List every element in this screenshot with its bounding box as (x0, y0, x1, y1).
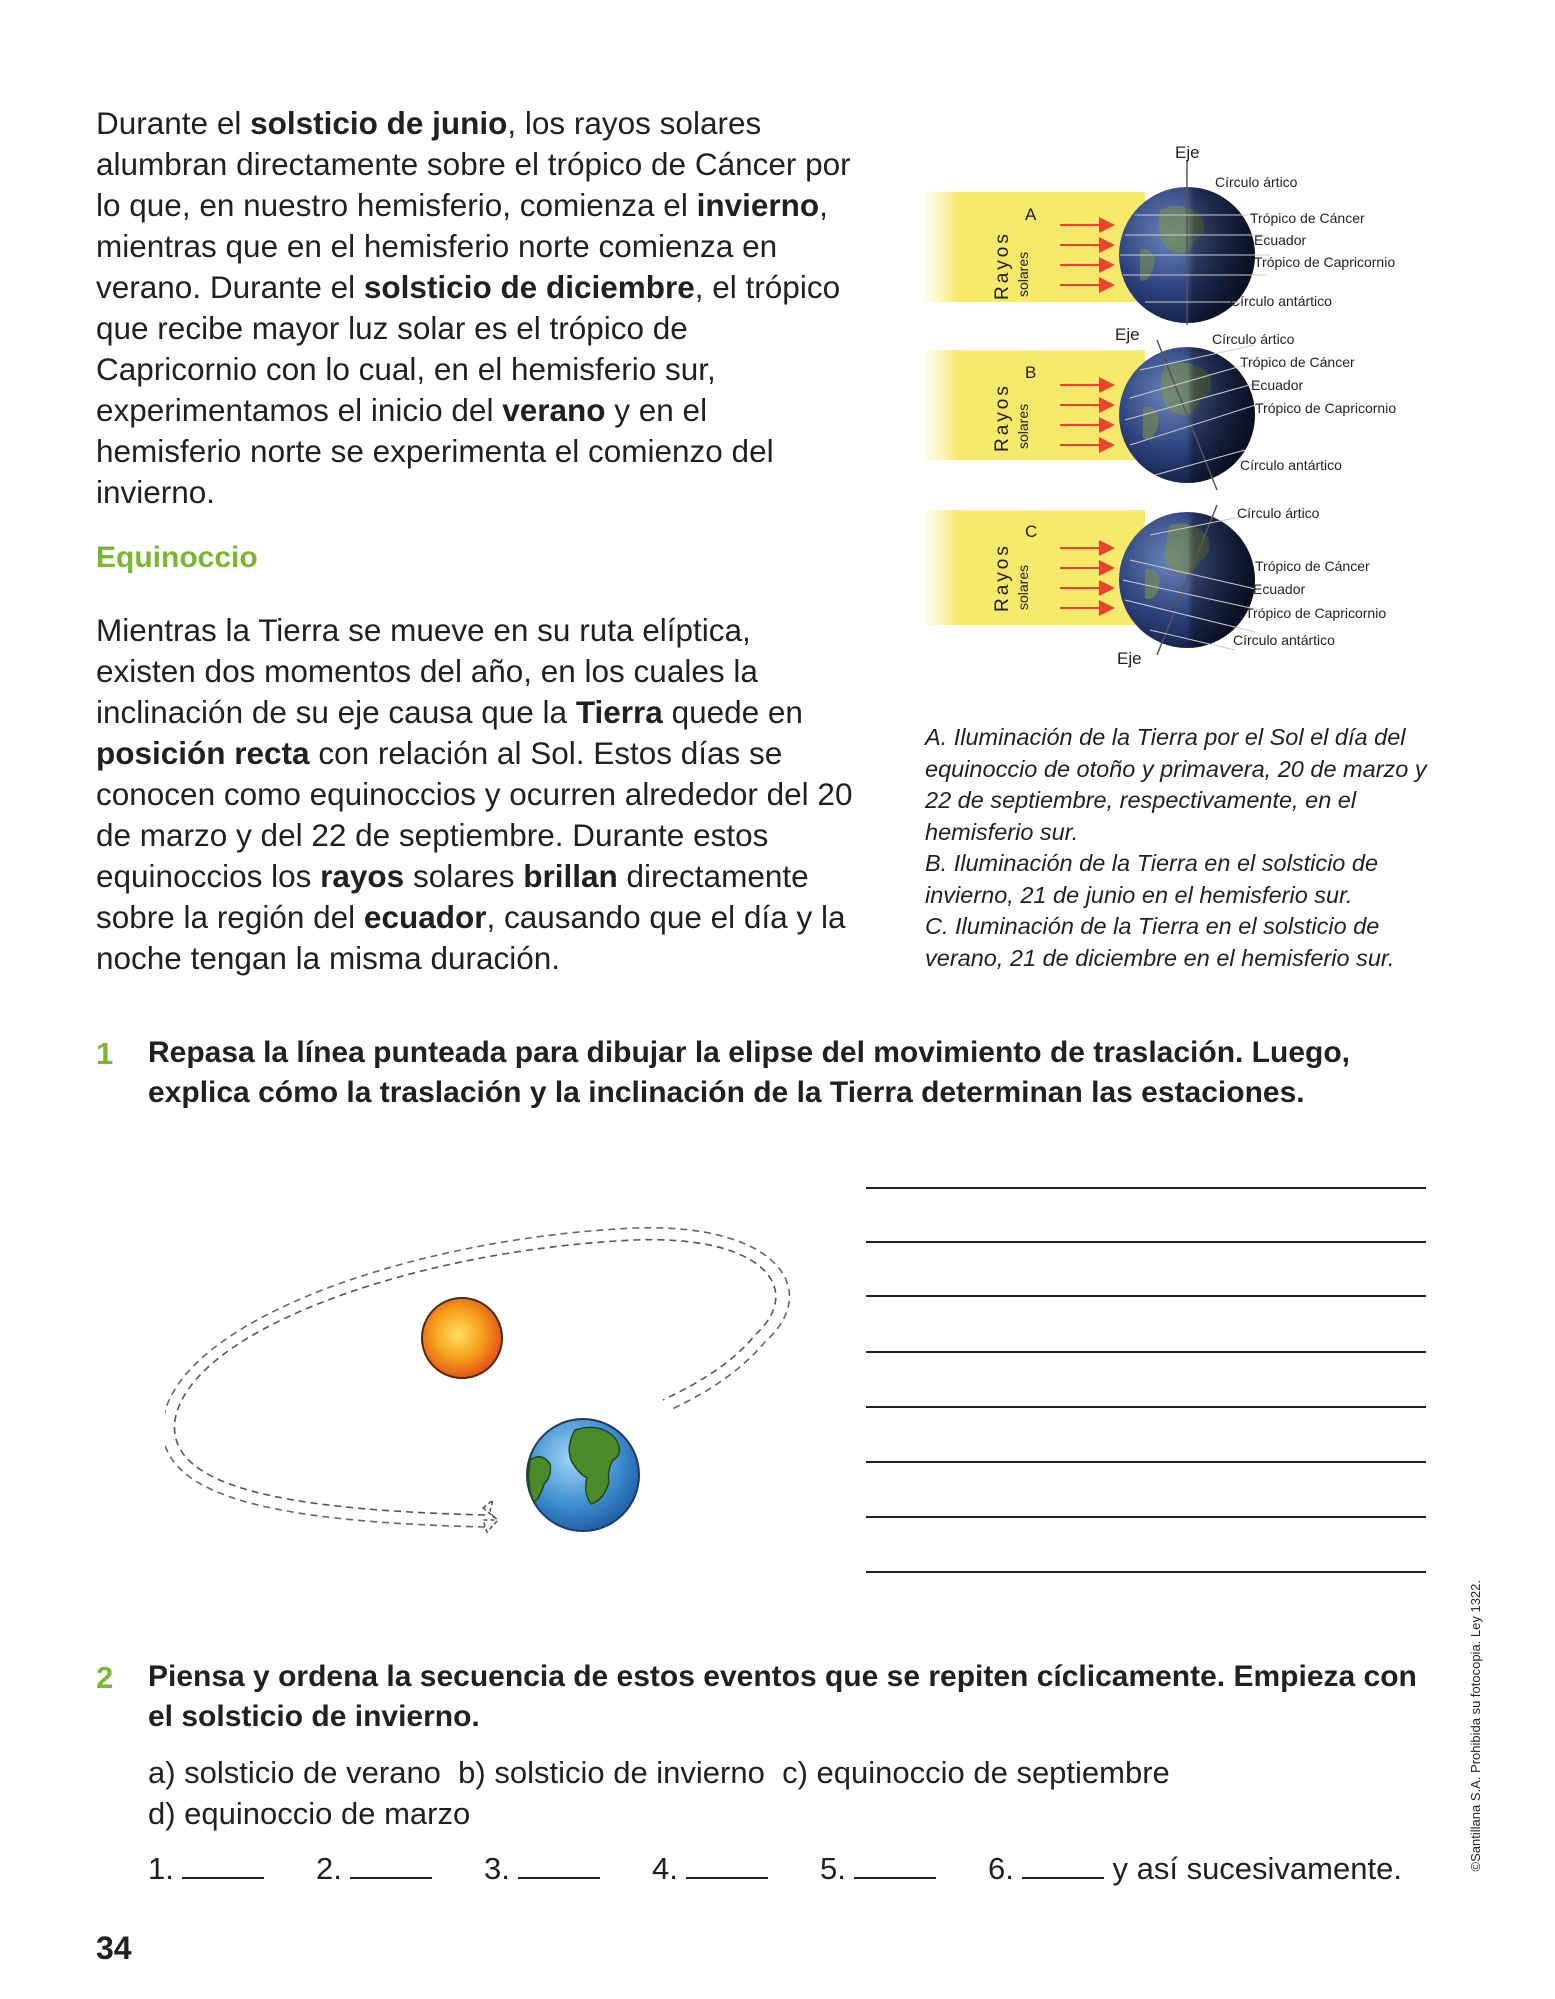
answer-line[interactable] (866, 1406, 1426, 1408)
rayos-label: Rayos (992, 543, 1013, 612)
label-ecuador: Ecuador (1254, 232, 1307, 248)
diagram-caption (925, 722, 1435, 974)
answer-line[interactable] (866, 1516, 1426, 1518)
eje-label: Eje (1117, 649, 1142, 668)
question-1-number: 1 (96, 1036, 114, 1071)
intro-paragraph: Durante el solsticio de junio, los rayos solares alumbran directamente sobre el trópico de Cáncer por lo que, en nuestro hemisferio, comienza el invierno, mientras que en el hemisferio norte comienza en verano. Durante el solsticio de diciembre, el trópico que recibe mayor luz solar es el trópico de Capricornio con lo cual, en el hemisferio sur, experimentamos el inicio del verano y en el hemisferio norte se experimenta el comienzo del invierno. (96, 105, 851, 510)
solares-label: solares (1015, 564, 1031, 610)
orbit-illustration (165, 1220, 815, 1570)
sequence-slot-2[interactable]: 2. (316, 1851, 432, 1887)
equinox-paragraph: Mientras la Tierra se mueve en su ruta elíptica, existen dos momentos del año, en los cuales la inclinación de su eje causa que la Tierra quede en posición recta con relación al Sol. Estos días se conocen como equinoccios y ocurren alrededor del 20 de marzo y del 22 de septiembre. Durante estos equinoccios los rayos solares brillan directamente sobre la región del ecuador, causando que el día y la noche tengan la misma duración. (96, 612, 853, 976)
label-circulo-artico: Círculo ártico (1237, 505, 1320, 521)
label-tropico-cancer: Trópico de Cáncer (1240, 354, 1355, 370)
label-tropico-capricornio: Trópico de Capricornio (1245, 605, 1387, 621)
solares-label: solares (1015, 403, 1031, 449)
eje-label: Eje (1175, 143, 1200, 162)
copyright-credit: ©Santillana S.A. Prohibida su fotocopia. Ley 1322. (1468, 1580, 1483, 1872)
earth-image (527, 1419, 639, 1531)
options-line-1: a) solsticio de verano b) solsticio de invierno c) equinoccio de septiembre (148, 1755, 1170, 1790)
answer-blank[interactable] (518, 1851, 600, 1879)
panel-letter-b: B (1025, 363, 1037, 382)
orbit-dashed-path[interactable] (174, 1240, 775, 1515)
panel-letter-a: A (1025, 205, 1037, 224)
caption-a: A. Iluminación de la Tierra por el Sol el día del equinoccio de otoño y primavera, 20 de marzo y 22 de septiembre, respectivamente, en el hemisferio sur. (925, 724, 1427, 845)
panel-letter-c: C (1025, 522, 1038, 541)
sequence-slot-6[interactable]: 6. y así sucesivamente. (988, 1851, 1402, 1886)
answer-line[interactable] (866, 1295, 1426, 1297)
answer-blank[interactable] (854, 1851, 936, 1879)
sun-image (422, 1298, 502, 1378)
caption-c: C. Iluminación de la Tierra en el solsticio de verano, 21 de diciembre en el hemisferio sur. (925, 913, 1395, 971)
answer-line[interactable] (866, 1187, 1426, 1189)
label-circulo-antartico: Círculo antártico (1233, 632, 1335, 648)
answer-blank[interactable] (350, 1851, 432, 1879)
bold-term: rayos (320, 858, 405, 894)
question-1-text: Repasa la línea punteada para dibujar la elipse del movimiento de traslación. Luego, explica cómo la traslación y la inclinación de la Tierra determinan las estaciones. (148, 1036, 1351, 1109)
label-tropico-cancer: Trópico de Cáncer (1255, 558, 1370, 574)
answer-blank[interactable] (182, 1851, 264, 1879)
bold-term: verano (502, 392, 606, 428)
rayos-label: Rayos (992, 231, 1013, 300)
solares-label: solares (1015, 251, 1031, 297)
caption-b: B. Iluminación de la Tierra en el solsticio de invierno, 21 de junio en el hemisferio sur. (925, 850, 1379, 908)
label-circulo-artico: Círculo ártico (1212, 331, 1295, 347)
bold-term: ecuador (363, 899, 487, 935)
question-2-text: Piensa y ordena la secuencia de estos eventos que se repiten cíclicamente. Empieza con el solsticio de invierno. (148, 1660, 1417, 1733)
panel-c (925, 505, 1386, 668)
answer-blank[interactable] (1022, 1851, 1104, 1879)
bold-term: posición recta (96, 735, 310, 771)
sequence-slot-3[interactable]: 3. (484, 1851, 600, 1887)
orbit-arrowhead (483, 1500, 498, 1532)
bold-term: solsticio de junio (250, 105, 508, 141)
answer-line[interactable] (866, 1241, 1426, 1243)
rayos-label: Rayos (992, 383, 1013, 452)
answer-line[interactable] (866, 1461, 1426, 1463)
answer-line[interactable] (866, 1351, 1426, 1353)
section-heading-equinoccio: Equinoccio (96, 541, 258, 574)
panel-b (925, 325, 1396, 490)
question-2-number: 2 (96, 1660, 114, 1695)
sequence-ending: y así sucesivamente. (1112, 1851, 1402, 1886)
answer-blank[interactable] (686, 1851, 768, 1879)
sequence-slot-1[interactable]: 1. (148, 1851, 264, 1887)
bold-term: solsticio de diciembre (363, 269, 695, 305)
bold-term: invierno (696, 187, 820, 223)
options-line-2: d) equinoccio de marzo (148, 1796, 471, 1831)
answer-line[interactable] (866, 1571, 1426, 1573)
orbit-dashed-path-inner[interactable] (165, 1228, 789, 1527)
question-2-options (148, 1752, 1348, 1834)
panel-a (925, 143, 1395, 325)
label-tropico-capricornio: Trópico de Capricornio (1255, 400, 1397, 416)
label-circulo-antartico: Círculo antártico (1240, 457, 1342, 473)
sequence-slot-5[interactable]: 5. (820, 1851, 936, 1887)
sequence-slot-4[interactable]: 4. (652, 1851, 768, 1887)
bold-term: Tierra (575, 694, 663, 730)
eje-label: Eje (1115, 325, 1140, 344)
label-tropico-cancer: Trópico de Cáncer (1250, 210, 1365, 226)
earth-illumination-diagram (925, 140, 1445, 680)
label-ecuador: Ecuador (1251, 377, 1304, 393)
page-number: 34 (96, 1930, 132, 1966)
bold-term: brillan (523, 858, 618, 894)
label-circulo-antartico: Círculo antártico (1230, 293, 1332, 309)
label-ecuador: Ecuador (1253, 581, 1306, 597)
label-circulo-artico: Círculo ártico (1215, 174, 1298, 190)
label-tropico-capricornio: Trópico de Capricornio (1254, 254, 1396, 270)
